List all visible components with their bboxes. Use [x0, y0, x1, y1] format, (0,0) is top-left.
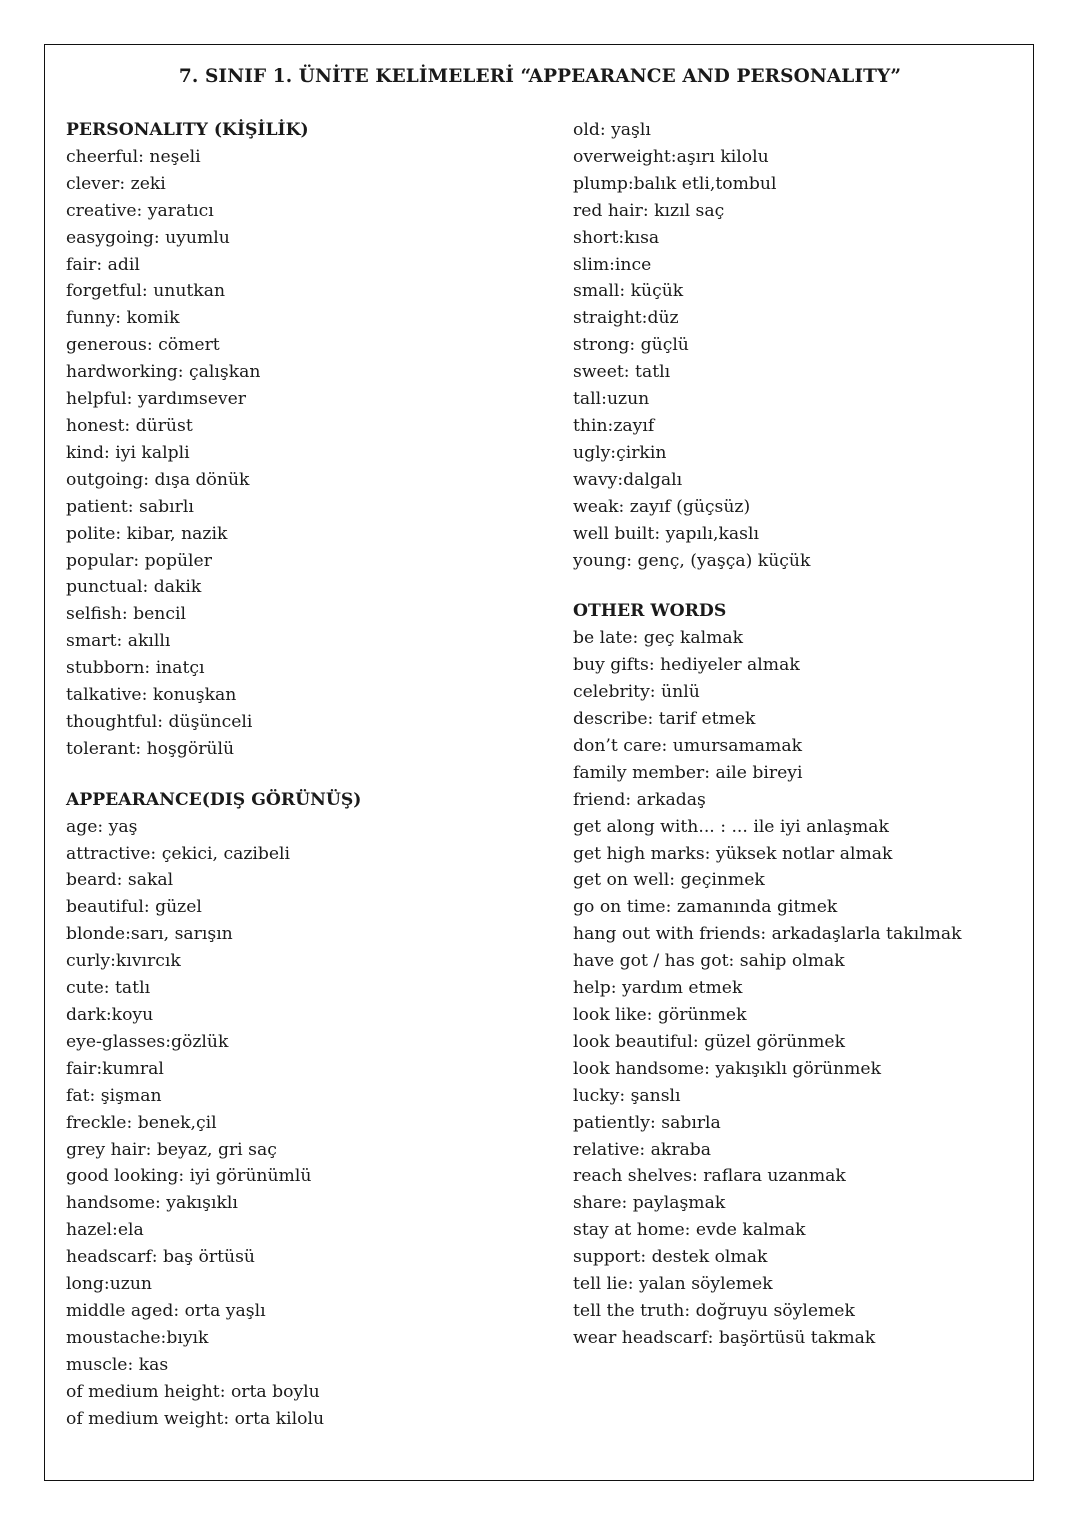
vocab-entry: red hair: kızıl saç — [573, 200, 725, 221]
vocab-entry: dark:koyu — [66, 1005, 154, 1025]
vocab-entry: age: yaş — [66, 816, 138, 837]
vocab-entry: thin:zayıf — [573, 415, 655, 436]
vocab-entry: funny: komik — [66, 308, 180, 329]
vocab-entry: beard: sakal — [66, 870, 174, 891]
vocab-entry: fair: adil — [66, 254, 140, 275]
vocab-entry: fat: şişman — [66, 1085, 162, 1106]
vocab-entry: freckle: benek,çil — [66, 1112, 217, 1133]
vocab-entry: overweight:aşırı kilolu — [573, 146, 769, 167]
vocab-entry: curly:kıvırcık — [66, 951, 181, 972]
vocab-entry: cute: tatlı — [66, 978, 151, 999]
vocab-entry: share: paylaşmak — [573, 1193, 726, 1214]
appearance-heading: APPEARANCE(DIŞ GÖRÜNÜŞ) — [66, 789, 362, 810]
vocab-entry: tall:uzun — [573, 389, 650, 410]
vocab-entry: polite: kibar, nazik — [66, 523, 228, 544]
vocab-entry: lucky: şanslı — [573, 1085, 681, 1106]
vocab-entry: good looking: iyi görünümlü — [66, 1166, 312, 1187]
vocab-entry: stay at home: evde kalmak — [573, 1220, 806, 1241]
vocab-entry: tell lie: yalan söylemek — [573, 1274, 773, 1295]
vocab-entry: well built: yapılı,kaslı — [573, 523, 759, 544]
vocab-entry: stubborn: inatçı — [66, 658, 205, 679]
vocab-entry: get on well: geçinmek — [573, 870, 765, 891]
vocab-entry: selfish: bencil — [66, 604, 186, 625]
vocab-entry: wavy:dalgalı — [573, 469, 683, 490]
vocab-entry: short:kısa — [573, 227, 660, 248]
vocab-entry: be late: geç kalmak — [573, 628, 744, 649]
vocab-entry: tell the truth: doğruyu söylemek — [573, 1300, 855, 1321]
vocab-entry: fair:kumral — [66, 1058, 164, 1079]
vocab-entry: family member: aile bireyi — [573, 762, 803, 783]
vocab-entry: wear headscarf: başörtüsü takmak — [573, 1327, 876, 1348]
personality-heading: PERSONALITY (KİŞİLİK) — [66, 120, 309, 140]
vocab-entry: look beautiful: güzel görünmek — [573, 1031, 845, 1052]
vocab-entry: help: yardım etmek — [573, 978, 743, 999]
vocab-entry: headscarf: baş örtüsü — [66, 1247, 255, 1268]
vocab-entry: creative: yaratıcı — [66, 200, 214, 221]
page-title: 7. SINIF 1. ÜNİTE KELİMELERİ “APPEARANCE AND PERSONALITY” — [178, 66, 902, 87]
vocab-entry: plump:balık etli,tombul — [573, 173, 777, 194]
vocab-entry: young: genç, (yaşça) küçük — [573, 550, 811, 571]
vocab-entry: friend: arkadaş — [573, 789, 706, 810]
vocab-entry: long:uzun — [66, 1274, 152, 1295]
vocab-entry: don’t care: umursamamak — [573, 735, 802, 756]
vocab-entry: get along with... : ... ile iyi anlaşmak — [573, 816, 889, 837]
vocab-entry: support: destek olmak — [573, 1247, 768, 1268]
vocab-entry: relative: akraba — [573, 1139, 712, 1160]
vocab-entry: straight:düz — [573, 308, 679, 329]
vocab-entry: go on time: zamanında gitmek — [573, 897, 838, 918]
vocab-entry: talkative: konuşkan — [66, 685, 237, 706]
vocab-entry: handsome: yakışıklı — [66, 1193, 238, 1214]
vocab-entry: muscle: kas — [66, 1354, 169, 1375]
other-words-list — [573, 625, 1013, 1351]
vocab-entry: patient: sabırlı — [66, 496, 194, 517]
vocab-entry: look like: görünmek — [573, 1005, 747, 1025]
vocab-entry: hardworking: çalışkan — [66, 362, 261, 383]
vocab-entry: forgetful: unutkan — [66, 281, 226, 302]
vocab-entry: grey hair: beyaz, gri saç — [66, 1139, 277, 1160]
personality-list — [66, 144, 536, 763]
vocab-entry: small: küçük — [573, 281, 684, 302]
vocab-entry: smart: akıllı — [66, 631, 171, 652]
vocab-entry: ugly:çirkin — [573, 442, 667, 463]
vocab-entry: middle aged: orta yaşlı — [66, 1300, 266, 1321]
vocab-entry: describe: tarif etmek — [573, 709, 756, 730]
appearance-list — [66, 814, 536, 1433]
vocab-entry: beautiful: güzel — [66, 897, 202, 918]
vocab-entry: thoughtful: düşünceli — [66, 711, 253, 732]
vocab-entry: get high marks: yüksek notlar almak — [573, 843, 893, 864]
vocab-entry: sweet: tatlı — [573, 362, 671, 383]
vocab-entry: of medium height: orta boylu — [66, 1381, 320, 1402]
vocab-entry: reach shelves: raflara uzanmak — [573, 1166, 846, 1187]
vocab-entry: look handsome: yakışıklı görünmek — [573, 1058, 881, 1079]
vocab-entry: patiently: sabırla — [573, 1112, 721, 1133]
vocab-entry: moustache:bıyık — [66, 1327, 209, 1348]
vocab-entry: hang out with friends: arkadaşlarla takılmak — [573, 924, 962, 945]
vocab-entry: helpful: yardımsever — [66, 389, 246, 410]
vocab-entry: old: yaşlı — [573, 120, 651, 140]
vocab-entry: generous: cömert — [66, 335, 220, 356]
vocab-entry: kind: iyi kalpli — [66, 442, 190, 463]
vocab-entry: weak: zayıf (güçsüz) — [573, 496, 751, 517]
vocab-entry: cheerful: neşeli — [66, 146, 201, 167]
vocab-entry: punctual: dakik — [66, 577, 202, 598]
vocab-entry: of medium weight: orta kilolu — [66, 1408, 325, 1429]
vocab-entry: eye-glasses:gözlük — [66, 1031, 229, 1052]
other-words-heading: OTHER WORDS — [573, 601, 727, 622]
vocab-entry: clever: zeki — [66, 173, 166, 194]
vocab-entry: have got / has got: sahip olmak — [573, 951, 845, 972]
vocab-entry: popular: popüler — [66, 550, 212, 571]
vocab-entry: attractive: çekici, cazibeli — [66, 843, 291, 864]
vocab-entry: slim:ince — [573, 254, 652, 275]
left-column — [66, 117, 536, 1433]
vocab-entry: tolerant: hoşgörülü — [66, 738, 235, 759]
right-column — [573, 117, 1013, 1352]
vocab-entry: honest: dürüst — [66, 415, 193, 436]
vocab-entry: hazel:ela — [66, 1220, 144, 1241]
vocab-entry: celebrity: ünlü — [573, 682, 700, 703]
vocab-entry: easygoing: uyumlu — [66, 227, 230, 248]
vocab-entry: buy gifts: hediyeler almak — [573, 655, 800, 676]
vocab-entry: outgoing: dışa dönük — [66, 469, 250, 490]
vocab-entry: blonde:sarı, sarışın — [66, 924, 233, 945]
appearance-continued-list — [573, 117, 1013, 574]
vocab-entry: strong: güçlü — [573, 335, 689, 356]
